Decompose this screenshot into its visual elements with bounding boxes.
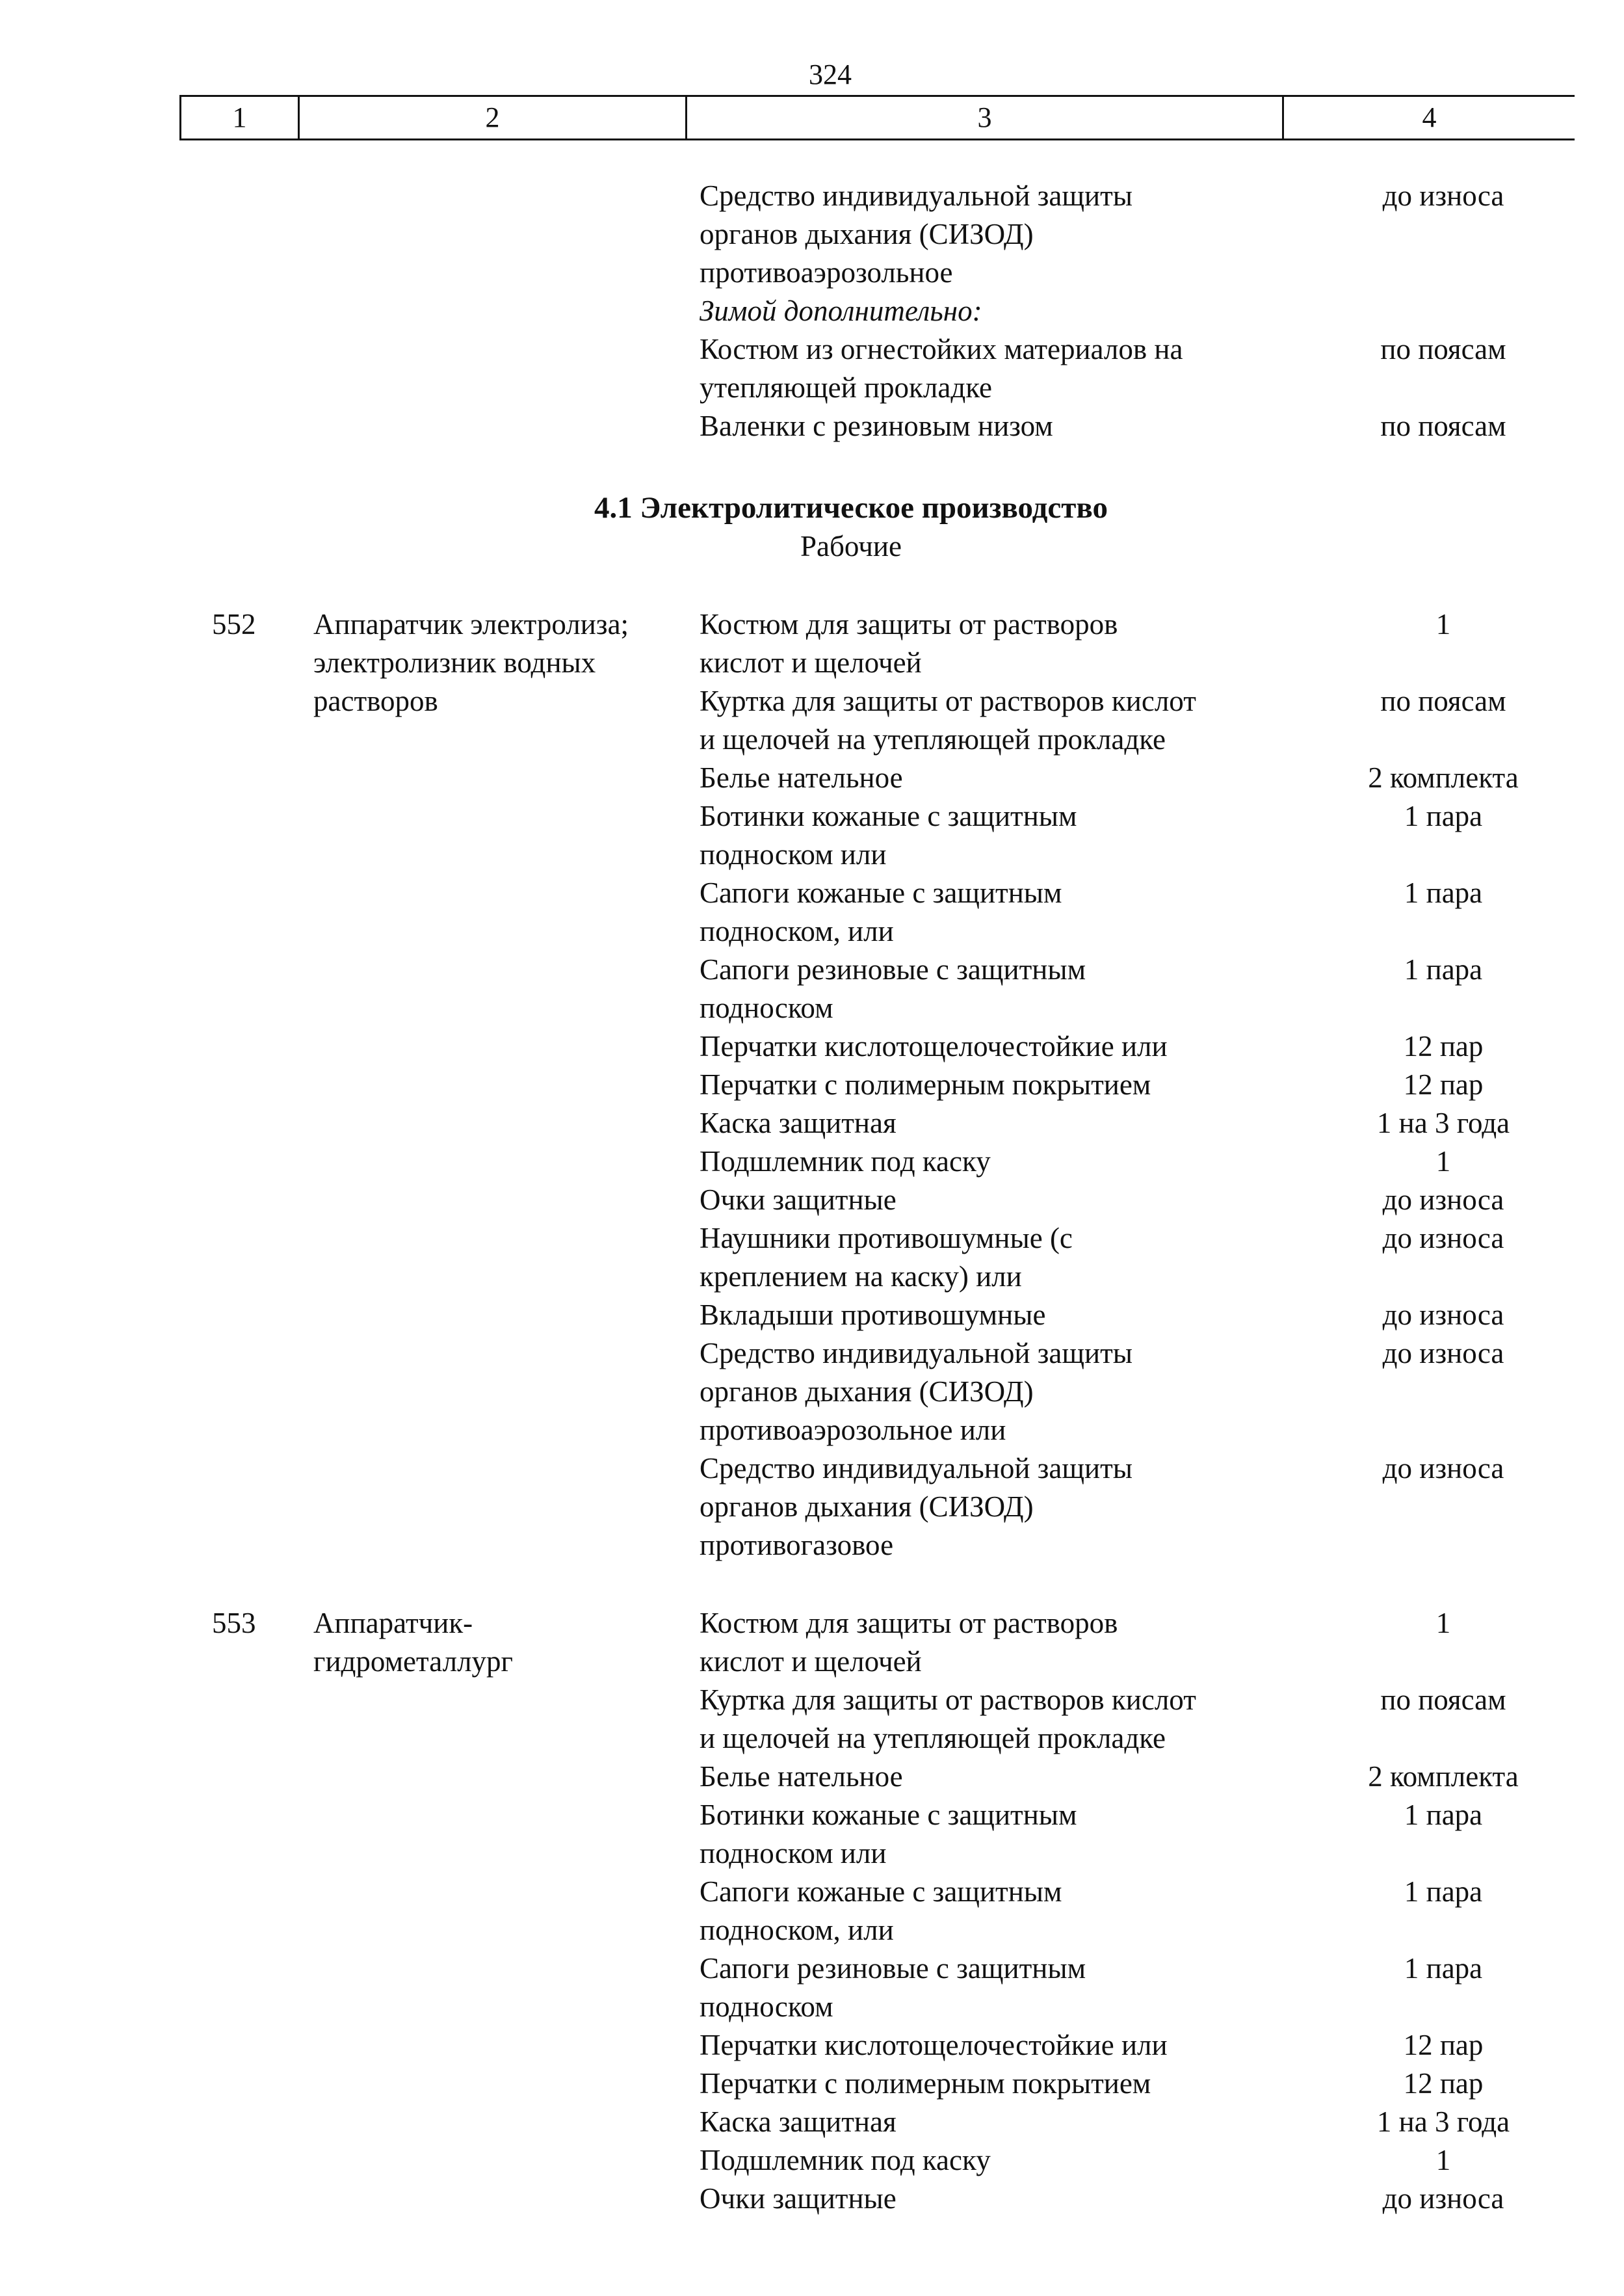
item-norm: до износа	[1382, 179, 1504, 212]
winter-note: Зимой дополнительно:	[700, 295, 982, 327]
item-name: Вкладыши противошумные	[700, 1299, 1046, 1331]
item-norm: по поясам	[1380, 333, 1506, 365]
item-name: Сапоги кожаные с защитным подноском, или	[700, 1875, 1062, 1946]
item-norm: 1 пара	[1404, 877, 1483, 909]
section-title-text: 4.1 Электролитическое производство	[594, 491, 1108, 525]
item-name: Сапоги кожаные с защитным подноском, или	[700, 877, 1062, 947]
item-norm: 1 на 3 года	[1376, 1107, 1510, 1139]
header-col-4: 4	[1282, 97, 1575, 139]
item-norm: 1	[1435, 608, 1451, 640]
item-norm: до износа	[1382, 1337, 1504, 1369]
item-name: Перчатки с полимерным покрытием	[700, 1068, 1151, 1101]
item-norm: 1 пара	[1404, 1875, 1483, 1908]
item-norm: 1 пара	[1404, 1952, 1483, 1985]
item-name: Очки защитные	[700, 1183, 897, 1216]
item-norm: 1 на 3 года	[1376, 2105, 1510, 2138]
item-norm: до износа	[1382, 1222, 1504, 1254]
item-name: Костюм для защиты от растворов кислот и щелочей	[700, 608, 1118, 679]
item-norm: 1 пара	[1404, 800, 1483, 832]
item-norm: до износа	[1382, 1452, 1504, 1484]
item-norm: 12 пар	[1403, 1068, 1484, 1101]
header-col-3: 3	[685, 97, 1282, 139]
item-norm: до износа	[1382, 1183, 1504, 1216]
item-name: Сапоги резиновые с защитным подноском	[700, 953, 1086, 1024]
item-norm: до износа	[1382, 2182, 1504, 2215]
item-norm: 1	[1435, 1607, 1451, 1639]
item-name: Куртка для защиты от растворов кислот и щелочей на утепляющей прокладке	[700, 1683, 1196, 1754]
item-name: Подшлемник под каску	[700, 2144, 991, 2176]
section-title	[0, 489, 1624, 527]
item-name: Валенки с резиновым низом	[700, 410, 1053, 442]
item-norm: до износа	[1382, 1299, 1504, 1331]
item-name: Перчатки кислотощелочестойкие или	[700, 1030, 1168, 1062]
item-norm: 1 пара	[1404, 953, 1483, 986]
item-name: Ботинки кожаные с защитным подноском или	[700, 1799, 1077, 1869]
item-norm: 12 пар	[1403, 1030, 1484, 1062]
item-name: Каска защитная	[700, 1107, 897, 1139]
entry-number: 553	[212, 1607, 256, 1639]
item-name: Ботинки кожаные с защитным подноском или	[700, 800, 1077, 871]
item-name: Средство индивидуальной защиты органов дыхания (СИЗОД) противогазовое	[700, 1452, 1133, 1561]
item-name: Белье нательное	[700, 761, 903, 794]
item-norm: 2 комплекта	[1368, 761, 1519, 794]
header-col-2: 2	[298, 97, 685, 139]
item-norm: 1	[1435, 2144, 1451, 2176]
section-subtitle: Рабочие	[800, 530, 902, 562]
item-name: Куртка для защиты от растворов кислот и щелочей на утепляющей прокладке	[700, 685, 1196, 756]
item-name: Белье нательное	[700, 1760, 903, 1793]
item-norm: 1	[1435, 1145, 1451, 1178]
item-name: Средство индивидуальной защиты органов дыхания (СИЗОД) противоаэрозольное	[700, 179, 1133, 289]
item-name: Наушники противошумные (с креплением на каску) или	[700, 1222, 1073, 1293]
item-name: Сапоги резиновые с защитным подноском	[700, 1952, 1086, 2023]
item-name: Средство индивидуальной защиты органов дыхания (СИЗОД) противоаэрозольное или	[700, 1337, 1133, 1446]
job-title: Аппаратчик- гидрометаллург	[313, 1607, 513, 1678]
item-norm: по поясам	[1380, 410, 1506, 442]
item-norm: 12 пар	[1403, 2029, 1484, 2061]
item-name: Костюм из огнестойких материалов на утепляющей прокладке	[700, 333, 1183, 404]
item-norm: по поясам	[1380, 1683, 1506, 1716]
job-title: Аппаратчик электролиза; электролизник водных растворов	[313, 608, 629, 717]
item-name: Каска защитная	[700, 2105, 897, 2138]
header-col-1: 1	[179, 97, 298, 139]
page-number: 324	[809, 59, 852, 90]
entry-number: 552	[212, 608, 256, 640]
item-norm: 2 комплекта	[1368, 1760, 1519, 1793]
item-name: Перчатки с полимерным покрытием	[700, 2067, 1151, 2100]
item-norm: по поясам	[1380, 685, 1506, 717]
item-norm: 1 пара	[1404, 1799, 1483, 1831]
item-name: Подшлемник под каску	[700, 1145, 991, 1178]
item-name: Костюм для защиты от растворов кислот и щелочей	[700, 1607, 1118, 1678]
item-norm: 12 пар	[1403, 2067, 1484, 2100]
table-header-row	[179, 95, 1575, 140]
item-name: Перчатки кислотощелочестойкие или	[700, 2029, 1168, 2061]
item-name: Очки защитные	[700, 2182, 897, 2215]
